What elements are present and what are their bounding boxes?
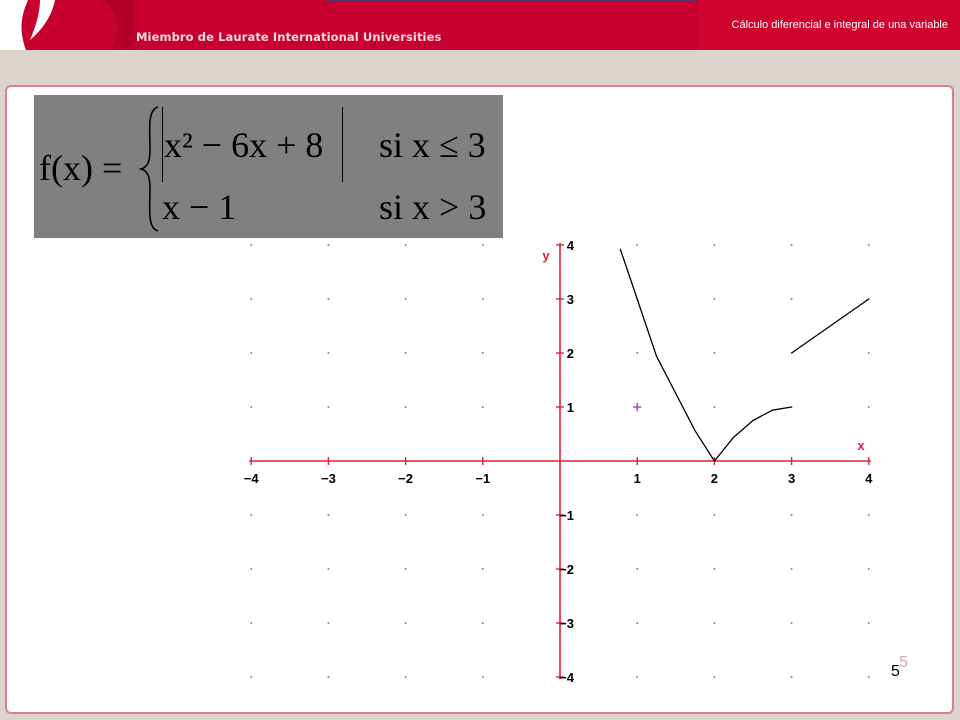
grid-dot bbox=[714, 406, 716, 408]
x-tick-label: −2 bbox=[398, 471, 414, 486]
grid-dot bbox=[636, 622, 638, 624]
grid-dot bbox=[405, 568, 407, 570]
y-tick-label: −1 bbox=[559, 508, 574, 523]
y-tick-label: −4 bbox=[559, 670, 574, 685]
grid-dot bbox=[714, 568, 716, 570]
grid-dot bbox=[868, 352, 870, 354]
formula-case2-cond: si x > 3 bbox=[379, 187, 487, 227]
x-tick-label: −3 bbox=[320, 471, 336, 486]
grid-dot bbox=[405, 622, 407, 624]
grid-dot bbox=[482, 406, 484, 408]
grid-dot bbox=[250, 352, 252, 354]
grid-dot bbox=[250, 568, 252, 570]
grid-dot bbox=[328, 676, 330, 678]
grid-dot bbox=[868, 622, 870, 624]
grid-dot bbox=[714, 352, 716, 354]
grid-dot bbox=[328, 244, 330, 246]
grid-dot bbox=[714, 298, 716, 300]
grid-dot bbox=[636, 568, 638, 570]
grid-dot bbox=[405, 514, 407, 516]
y-tick-label: 3 bbox=[566, 292, 574, 307]
grid-dot bbox=[482, 514, 484, 516]
x-tick-label: 3 bbox=[787, 471, 796, 486]
grid-dot bbox=[868, 568, 870, 570]
grid-dot bbox=[636, 244, 638, 246]
y-axis-label: y bbox=[542, 248, 550, 263]
function-curve-segment-1 bbox=[620, 249, 714, 461]
grid-dot bbox=[482, 352, 484, 354]
grid-dot bbox=[868, 244, 870, 246]
function-curve-segment-2 bbox=[714, 407, 791, 461]
grid-dot bbox=[868, 514, 870, 516]
grid-dot bbox=[636, 514, 638, 516]
grid-dot bbox=[791, 298, 793, 300]
formula-case2-expr: x − 1 bbox=[162, 187, 237, 227]
grid-dot bbox=[250, 244, 252, 246]
formula-case1-expr: x² − 6x + 8 bbox=[164, 125, 324, 165]
grid-dot bbox=[405, 244, 407, 246]
y-tick-label: 1 bbox=[566, 400, 574, 415]
grid-dot bbox=[328, 568, 330, 570]
grid-dot bbox=[482, 298, 484, 300]
grid-dot bbox=[250, 514, 252, 516]
page-number-ghost: 5 bbox=[899, 654, 908, 671]
university-membership-text: Miembro de Laurate International Universities bbox=[136, 30, 442, 44]
y-tick-label: −2 bbox=[559, 562, 574, 577]
grid-dot bbox=[250, 406, 252, 408]
grid-dot bbox=[328, 406, 330, 408]
grid-dot bbox=[791, 514, 793, 516]
grid-dot bbox=[714, 244, 716, 246]
y-tick-label: −3 bbox=[559, 616, 574, 631]
grid-dot bbox=[482, 568, 484, 570]
grid-dot bbox=[328, 298, 330, 300]
grid-dot bbox=[791, 676, 793, 678]
grid-dot bbox=[405, 676, 407, 678]
grid-dot bbox=[868, 406, 870, 408]
page-number: 5 bbox=[891, 663, 900, 680]
grid-dot bbox=[328, 352, 330, 354]
grid-dot bbox=[482, 244, 484, 246]
grid-dot bbox=[250, 622, 252, 624]
y-tick-label: 2 bbox=[566, 346, 574, 361]
grid-dot bbox=[791, 568, 793, 570]
x-tick-label: 4 bbox=[865, 471, 873, 486]
course-title: Cálculo diferencial e integral de una variable bbox=[731, 19, 948, 31]
grid-dot bbox=[328, 622, 330, 624]
x-tick-label: 2 bbox=[710, 471, 719, 486]
x-tick-label: 1 bbox=[633, 471, 641, 486]
grid-dot bbox=[482, 622, 484, 624]
grid-dot bbox=[405, 352, 407, 354]
grid-dot bbox=[405, 298, 407, 300]
grid-dot bbox=[791, 622, 793, 624]
grid-dot bbox=[250, 298, 252, 300]
grid-dot bbox=[714, 676, 716, 678]
grid-dot bbox=[405, 406, 407, 408]
x-tick-label: −4 bbox=[243, 471, 259, 486]
formula-lhs: f(x) = bbox=[39, 148, 123, 188]
grid-dot bbox=[714, 622, 716, 624]
grid-dot bbox=[636, 352, 638, 354]
x-axis-label: x bbox=[857, 438, 865, 453]
grid-dot bbox=[636, 676, 638, 678]
grid-dot bbox=[714, 514, 716, 516]
grid-dot bbox=[328, 514, 330, 516]
grid-dot bbox=[482, 676, 484, 678]
grid-dot bbox=[791, 244, 793, 246]
function-curve-segment-3 bbox=[792, 299, 869, 353]
grid-dot bbox=[868, 676, 870, 678]
formula-case1-cond: si x ≤ 3 bbox=[379, 125, 486, 165]
y-tick-label: 4 bbox=[566, 238, 574, 253]
grid-dot bbox=[250, 676, 252, 678]
x-tick-label: −1 bbox=[475, 471, 491, 486]
